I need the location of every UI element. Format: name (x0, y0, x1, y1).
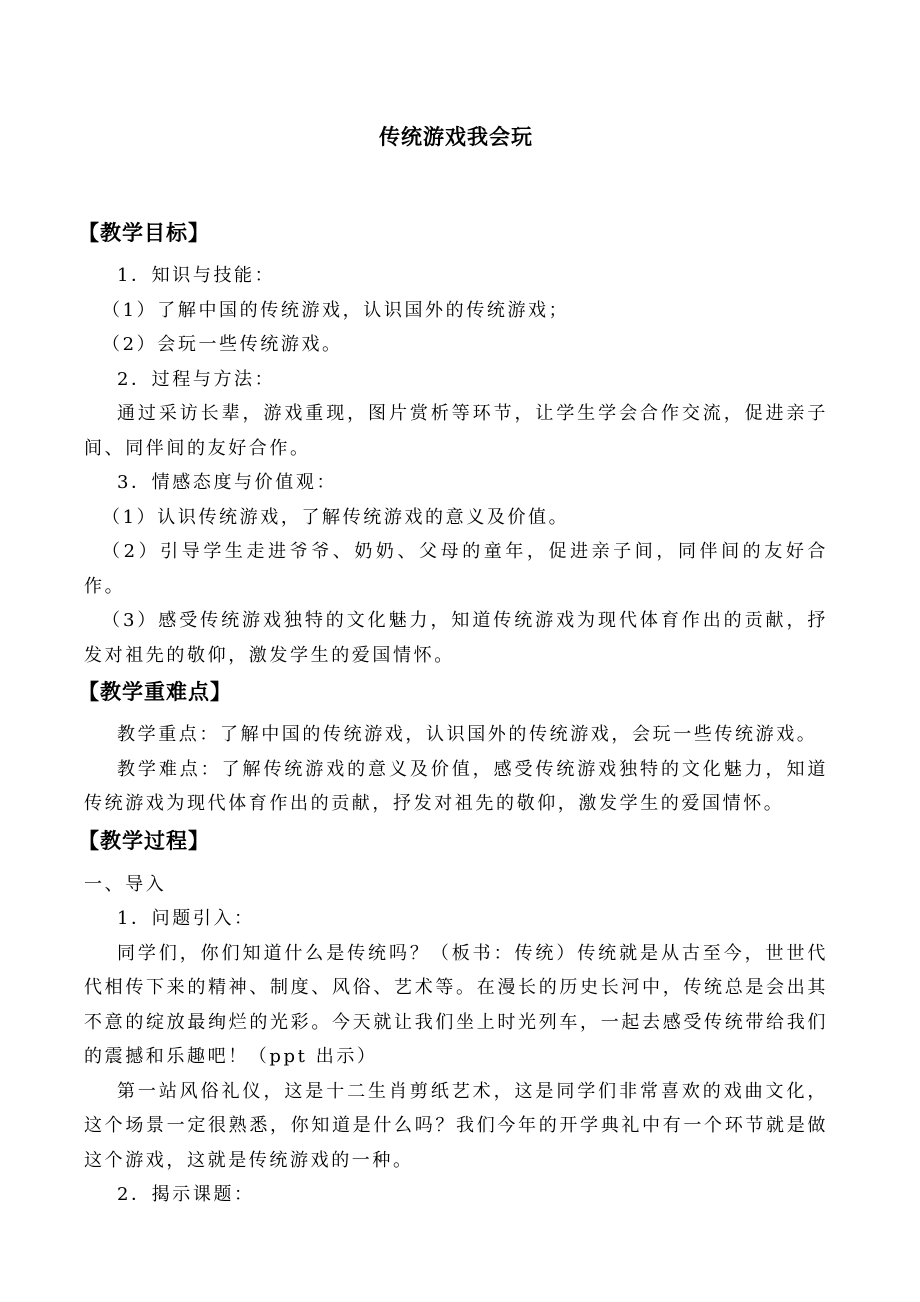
objective-knowledge: 1．知识与技能： (117, 265, 276, 286)
objective-item: （1）了解中国的传统游戏，认识国外的传统游戏； (102, 299, 570, 321)
heading-objectives: 【教学目标】 (78, 220, 210, 245)
process-item: 2．揭示课题： (117, 1184, 255, 1205)
objective-item: （2）引导学生走进爷爷、奶奶、父母的童年，促进亲子间，同伴间的友好合作。 (84, 541, 828, 597)
process-item: 第一站风俗礼仪，这是十二生肖剪纸艺术，这是同学们非常喜欢的戏曲文化，这个场景一定很熟悉，你知道是什么吗？我们今年的开学典礼中有一个环节就是做这个游戏，这就是传统游戏的一种。 (84, 1080, 828, 1171)
heading-key-points: 【教学重难点】 (78, 679, 232, 704)
objective-item: 通过采访长辈，游戏重现，图片赏析等环节，让学生学会合作交流，促进亲子间、同伴间的友好合作。 (84, 403, 828, 459)
objective-item: （3）感受传统游戏独特的文化魅力，知道传统游戏为现代体育作出的贡献，抒发对祖先的敬仰，激发学生的爱国情怀。 (84, 610, 828, 666)
process-item: 1．问题引入： (117, 908, 255, 929)
objective-process: 2．过程与方法： (117, 368, 276, 390)
objective-item: （1）认识传统游戏，了解传统游戏的意义及价值。 (102, 506, 570, 528)
process-item: 同学们，你们知道什么是传统吗？（板书：传统）传统就是从古至今，世世代代相传下来的精神、制度、风俗、艺术等。在漫长的历史长河中，传统总是会出其不意的绽放最绚烂的光彩。今天就让我们坐上时光列车，一起去感受传统带给我们的震撼和乐趣吧！（ppt 出示） (84, 942, 828, 1067)
objective-values: 3．情感态度与价值观： (117, 472, 338, 493)
document-title: 传统游戏我会玩 (379, 124, 533, 149)
process-part-intro: 一、导入 (84, 873, 167, 895)
heading-process: 【教学过程】 (78, 827, 210, 853)
difficult-point: 教学难点：了解传统游戏的意义及价值，感受传统游戏独特的文化魅力，知道传统游戏为现代体育作出的贡献，抒发对祖先的敬仰，激发学生的爱国情怀。 (84, 758, 828, 814)
objective-item: （2）会玩一些传统游戏。 (102, 334, 343, 355)
key-point: 教学重点：了解中国的传统游戏，认识国外的传统游戏，会玩一些传统游戏。 (117, 724, 818, 745)
